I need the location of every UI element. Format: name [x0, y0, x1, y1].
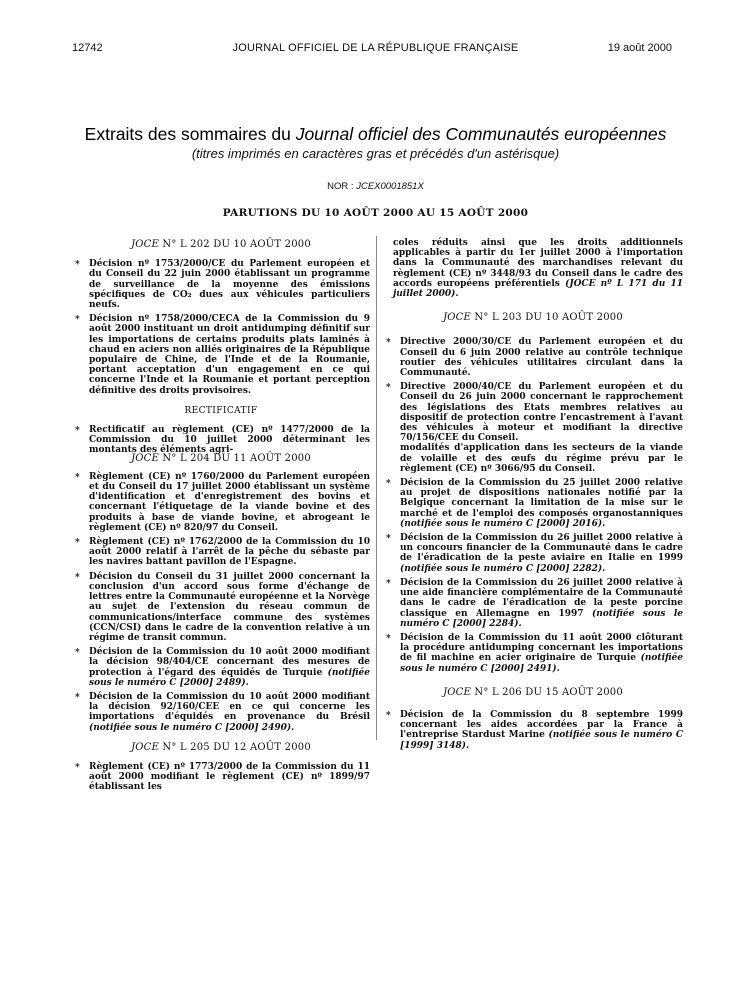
right-column [383, 238, 683, 755]
section-heading: JOCE N° L 203 DU 10 AOÛT 2000 [443, 312, 623, 324]
page-number: 12742 [72, 42, 103, 54]
left-column [72, 236, 370, 797]
running-header [0, 0, 751, 60]
list-item: * Rectificatif au règlement (CE) nº 1477/2000 de la Commission du 10 juillet 2000 déterminant les montants des éléments agri- [75, 425, 370, 456]
list-item: * Décision de la Commission du 26 juillet 2000 relative à un concours financier de la Communauté dans le cadre de l'éradication de la peste aviaire en Italie en 1999 (notifiée sous le numéro C [2000] 2282). [386, 533, 683, 574]
continued-text: coles réduits ainsi que les droits additionnels applicables à partir du 1er juillet 2000 à l'importation dans la Communauté des marchandises relevant du règlement (CE) nº 3448/93 du Conseil dans le cadre des accords européens préférentiels (JOCE nº L 171 du 11 juillet 2000). [393, 238, 683, 300]
list-item: * Directive 2000/30/CE du Parlement européen et du Conseil du 6 juin 2000 relative au contrôle technique routier des véhicules utilitaires circulant dans la Communauté. [386, 337, 683, 379]
list-item: * Directive 2000/40/CE du Parlement européen et du Conseil du 26 juin 2000 concernant le rapprochement des législations des Etats membres relatives au dispositif de protection contre l'encastrement à l'avant des véhicules à moteur et modifiant la directive 70/156/CEE du Conseil. [386, 382, 683, 444]
list-item: * Décision de la Commission du 8 septembre 1999 concernant les aides accordées par la France à l'entreprise Stardust Marine (notifiée sous le numéro C [1999] 3148). [386, 709, 684, 751]
parutions-heading: PARUTIONS DU 10 AOÛT 2000 AU 15 AOÛT 2000 [222, 207, 529, 219]
journal-title-italic: Journal officiel des Communautés européennes [295, 124, 667, 144]
list-item: * Décision de la Commission du 26 juillet 2000 relative à une aide financière complémentaire de la Communauté dans le cadre de l'éradication de la peste porcine classique en Allemagne en 1997 (notifiée sous le numéro C [2000] 2284). [386, 577, 683, 629]
list-item: * Décision de la Commission du 11 août 2000 clôturant la procédure antidumping concernant les importations de fil machine en acier originaire de Turquie (notifiée sous le numéro C [2000] 2491). [386, 632, 683, 674]
continued-text: modalités d'application dans les secteurs de la viande de volaille et des œufs du régime prévu par le règlement (CE) nº 3066/95 du Conseil. [400, 443, 683, 474]
nor-code: JCEX0001851X [356, 181, 424, 192]
page-title: Extraits des sommaires du Journal officiel des Communautés européennes [84, 124, 667, 144]
list-item: * Règlement (CE) nº 1773/2000 de la Commission du 11 août 2000 modifiant le règlement (CE) nº 1899/97 établissant les [75, 761, 370, 793]
list-item: * Décision du Conseil du 31 juillet 2000 concernant la conclusion d'un accord sous forme d'échange de lettres entre la Communauté européenne et la Norvège au sujet de l'extension du réseau commun de communications/interface commune des systèmes (CCN/CSI) dans le cadre de la convention relative à un régime de transit commun. [75, 571, 370, 643]
list-item: * Décision nº 1758/2000/CECA de la Commission du 9 août 2000 instituant un droit antidumping définitif sur les importations de certains produits plats laminés à chaud en aciers non alliés originaires de la République populaire de Chine, de l'Inde et de la Roumanie, portant acceptation d'un engagement en ce qui concerne l'Inde et la Roumanie et portant perception définitive des droits provisoires. [75, 314, 370, 396]
publication-date: 19 août 2000 [607, 42, 672, 54]
journal-name: JOURNAL OFFICIEL DE LA RÉPUBLIQUE FRANÇAISE [232, 42, 519, 54]
section-heading: JOCE N° L 205 DU 12 AOÛT 2000 [131, 741, 311, 753]
column-divider [376, 236, 377, 740]
nor-reference: NOR : JCEX0001851X [327, 181, 424, 192]
rectificatif-heading: RECTIFICATIF [184, 405, 258, 416]
section-heading: JOCE N° L 206 DU 15 AOÛT 2000 [443, 686, 623, 698]
list-item: * Décision nº 1753/2000/CE du Parlement européen et du Conseil du 22 juin 2000 établissant un programme de surveillance de la moyenne des émissions spécifiques de CO₂ dues aux véhicules particuliers neufs. [75, 259, 370, 311]
list-item: * Règlement (CE) nº 1760/2000 du Parlement européen et du Conseil du 17 juillet 2000 établissant un système d'identification et d'enregistrement des bovins et concernant l'étiquetage de la viande bovine et des produits à base de viande bovine, et abrogeant le règlement (CE) nº 820/97 du Conseil. [75, 471, 370, 533]
page-subtitle: (titres imprimés en caractères gras et précédés d'un astérisque) [191, 146, 560, 161]
list-item: * Décision de la Commission du 10 août 2000 modifiant la décision 92/160/CEE en ce qui concerne les importations d'équidés en provenance du Brésil (notifiée sous le numéro C [2000] 2490). [75, 691, 370, 733]
section-heading: JOCE N° L 202 DU 10 AOÛT 2000 [131, 239, 311, 250]
list-item: * Décision de la Commission du 10 août 2000 modifiant la décision 98/404/CE concernant des mesures de protection à l'égard des équidés de Turquie (notifiée sous le numéro C [2000] 2489). [75, 647, 370, 688]
list-item: * Règlement (CE) nº 1762/2000 de la Commission du 10 août 2000 relatif à l'arrêt de la pêche du sébaste par les navires battant pavillon de l'Espagne. [75, 537, 370, 568]
list-item: * Décision de la Commission du 25 juillet 2000 relative au projet de dispositions nationales notifié par la Belgique concernant la limitation de la mise sur le marché et de l'emploi des composés organostanniques (notifiée sous le numéro C [2000] 2016). [386, 478, 683, 529]
section-heading: JOCE N° L 204 DU 11 AOÛT 2000 [131, 452, 311, 464]
